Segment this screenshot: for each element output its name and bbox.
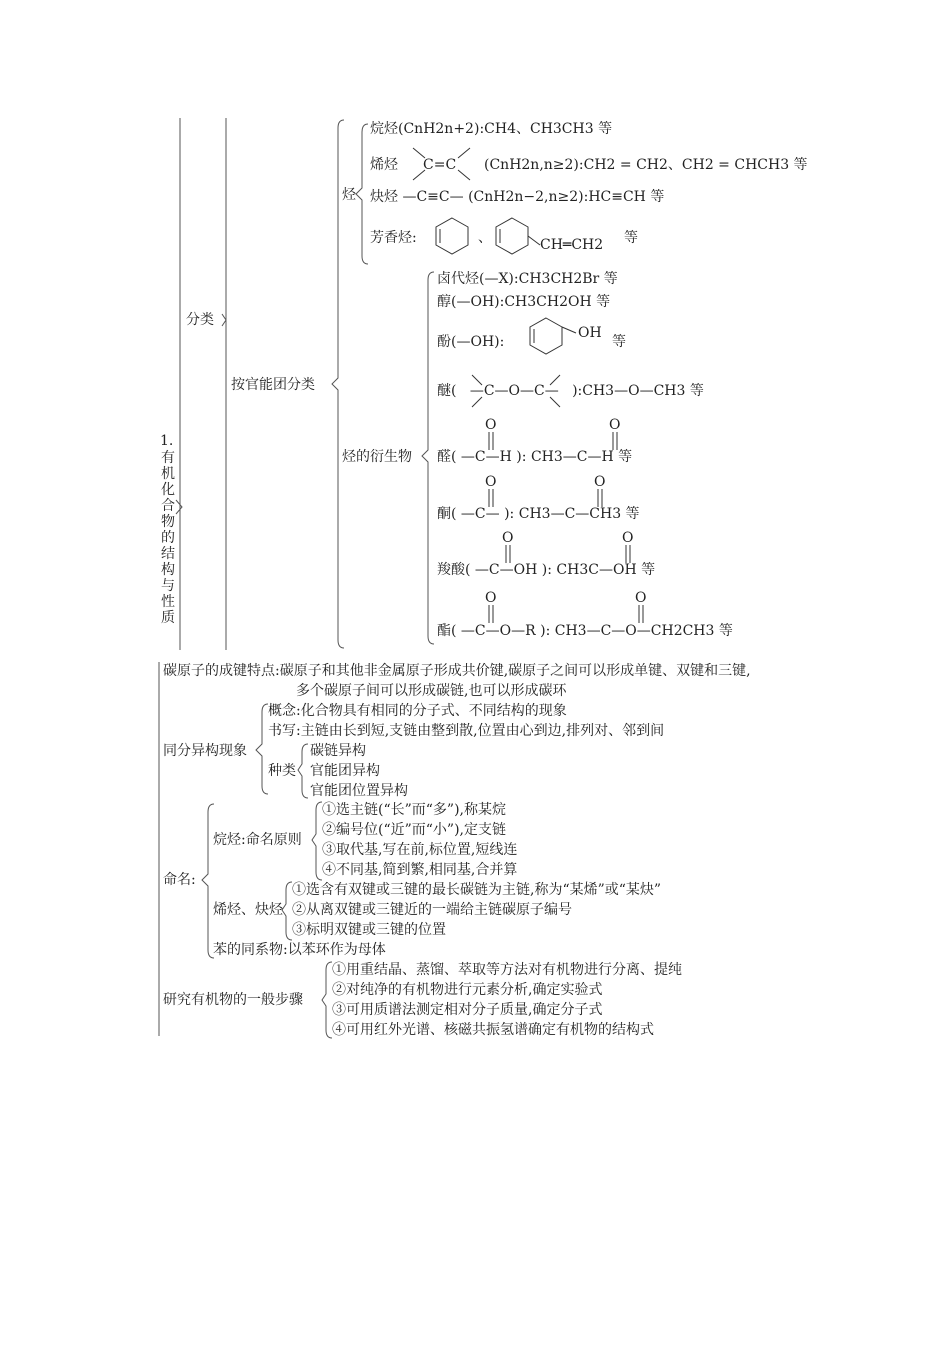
carbon-line2: 多个碳原子间可以形成碳链,也可以形成碳环	[296, 683, 567, 699]
phenol-name: 酚	[437, 334, 451, 350]
naming-alkane-rule: ④不同基,简到繁,相同基,合并算	[322, 862, 518, 878]
carbon-row	[163, 662, 751, 680]
ketone-name: 酮	[437, 506, 451, 522]
ketone-group: —C—	[460, 506, 500, 522]
aldehyde-examples: CH3—C—H 等	[530, 449, 633, 465]
alkene-group: C=C	[423, 157, 457, 173]
ester-o1: O	[485, 590, 497, 606]
ketone-row: 酮( —C— ): CH3—C—CH3 等	[437, 506, 640, 522]
alkene-formula: (CnH2n,n≥2)	[484, 157, 579, 173]
alkyne-formula: (CnH2n−2,n≥2)	[468, 189, 584, 205]
aldehyde-o2: O	[609, 417, 621, 433]
ester-group: —C—O—R	[460, 623, 536, 639]
classify-label: 分类	[186, 312, 214, 328]
naming-alkene-rule: ③标明双键或三键的位置	[292, 922, 446, 938]
research-step: ③可用质谱法测定相对分子质量,确定分子式	[332, 1002, 603, 1018]
acid-row: 羧酸( —C—OH ): CH3C—OH 等	[437, 562, 656, 578]
vinyl-group: CH═CH2	[540, 237, 604, 253]
section-title: 有机化合物的结构与性质	[161, 450, 175, 626]
alcohol-examples: CH3CH2OH 等	[504, 294, 611, 310]
isomer-kind-item: 碳链异构	[310, 743, 366, 759]
alkane-formula: (CnH2n+2)	[398, 121, 480, 137]
naming-benzene: 苯的同系物:以苯环作为母体	[213, 942, 386, 958]
acid-group: —C—OH	[474, 562, 538, 578]
isomer-kind-item: 官能团异构	[310, 763, 380, 779]
carbon-line1: 碳原子和其他非金属原子形成共价键,碳原子之间可以形成单键、双键和三键,	[279, 663, 751, 679]
ester-o2: O	[635, 590, 647, 606]
alkene-name: 烯烃	[370, 157, 398, 173]
naming-label: 命名:	[163, 872, 196, 888]
isomer-concept: 概念:化合物具有相同的分子式、不同结构的现象	[268, 703, 567, 719]
halide-row: 卤代烃(—X):CH3CH2Br 等	[437, 271, 618, 287]
hydrocarbon-label: 烃	[342, 187, 356, 203]
ether-o: O	[508, 383, 521, 399]
naming-alkene-rule: ②从离双键或三键近的一端给主链碳原子编号	[292, 902, 572, 918]
phenol-group: (—OH):	[451, 334, 505, 350]
phenol-oh: OH	[578, 325, 602, 341]
research-step: ④可用红外光谱、核磁共振氢谱确定有机物的结构式	[332, 1022, 654, 1038]
acid-examples: CH3C—OH 等	[556, 562, 656, 578]
acid-name: 羧酸	[437, 562, 465, 578]
derivative-label: 烃的衍生物	[342, 449, 412, 465]
acid-o1: O	[502, 530, 514, 546]
alcohol-group: (—OH)	[451, 294, 500, 310]
alcohol-row: 醇(—OH):CH3CH2OH 等	[437, 294, 611, 310]
alcohol-name: 醇	[437, 294, 451, 310]
alkane-row: 烷烃(CnH2n+2):CH4、CH3CH3 等	[370, 121, 613, 137]
research-label: 研究有机物的一般步骤	[163, 992, 303, 1008]
isomer-kinds-label: 种类	[268, 763, 296, 779]
ether-name: 醚	[437, 383, 451, 399]
ester-examples: CH3—C—O—CH2CH3 等	[554, 623, 733, 639]
ketone-o2: O	[594, 474, 606, 490]
alkane-name: 烷烃	[370, 121, 398, 137]
ketone-o1: O	[485, 474, 497, 490]
isomer-kind-item: 官能团位置异构	[310, 783, 408, 799]
ether-row: 醚( —C—O—C— ):CH3—O—CH3 等	[437, 383, 704, 399]
by-group-label: 按官能团分类	[231, 377, 315, 393]
alkene-row: (CnH2n,n≥2):CH2 = CH2、CH2 = CHCH3 等	[484, 157, 808, 173]
naming-alkene-label: 烯烃、炔烃	[213, 902, 283, 918]
aldehyde-row: 醛( —C—H ): CH3—C—H 等	[437, 449, 633, 465]
naming-alkene-rule: ①选含有双键或三键的最长碳链为主链,称为“某烯”或“某炔”	[292, 882, 662, 898]
alkene-examples: CH2 = CH2、CH2 = CHCH3 等	[583, 157, 808, 173]
research-step: ①用重结晶、蒸馏、萃取等方法对有机物进行分离、提纯	[332, 962, 682, 978]
naming-alkane-rule: ①选主链(“长”而“多”),称某烷	[322, 802, 507, 818]
aldehyde-name: 醛	[437, 449, 451, 465]
alkyne-examples: HC≡CH 等	[588, 189, 665, 205]
naming-alkane-label: 烷烃:命名原则	[213, 832, 302, 848]
section-number: 1.	[160, 433, 174, 449]
alkyne-name: 炔烃	[370, 189, 398, 205]
halide-examples: CH3CH2Br 等	[518, 271, 618, 287]
aromatic-etc: 等	[624, 230, 638, 246]
isomer-writing: 书写:主链由长到短,支链由整到散,位置由心到边,排列对、邻到间	[268, 723, 665, 739]
ether-examples: CH3—O—CH3 等	[582, 383, 704, 399]
naming-alkane-rule: ③取代基,写在前,标位置,短线连	[322, 842, 518, 858]
carbon-label: 碳原子的成键特点:	[163, 663, 280, 679]
aldehyde-o1: O	[485, 417, 497, 433]
aromatic-sep: 、	[478, 230, 492, 246]
aldehyde-group: —C—H	[460, 449, 512, 465]
ketone-examples: CH3—C—CH3 等	[518, 506, 640, 522]
isomer-label: 同分异构现象	[163, 743, 247, 759]
halide-name: 卤代烃	[437, 271, 479, 287]
ester-name: 酯	[437, 623, 451, 639]
ester-row: 酯( —C—O—R ): CH3—C—O—CH2CH3 等	[437, 623, 733, 639]
alkyne-group: —C≡C—	[402, 189, 464, 205]
naming-alkane-rule: ②编号位(“近”而“小”),定支链	[322, 822, 507, 838]
phenol-etc: 等	[612, 334, 626, 350]
alkane-examples: CH4、CH3CH3 等	[484, 121, 613, 137]
aromatic-name: 芳香烃:	[370, 230, 417, 246]
phenol-row	[437, 333, 504, 351]
research-step: ②对纯净的有机物进行元素分析,确定实验式	[332, 982, 603, 998]
alkyne-row: 炔烃 —C≡C— (CnH2n−2,n≥2):HC≡CH 等	[370, 189, 665, 205]
acid-o2: O	[622, 530, 634, 546]
halide-group: (—X)	[479, 271, 514, 287]
